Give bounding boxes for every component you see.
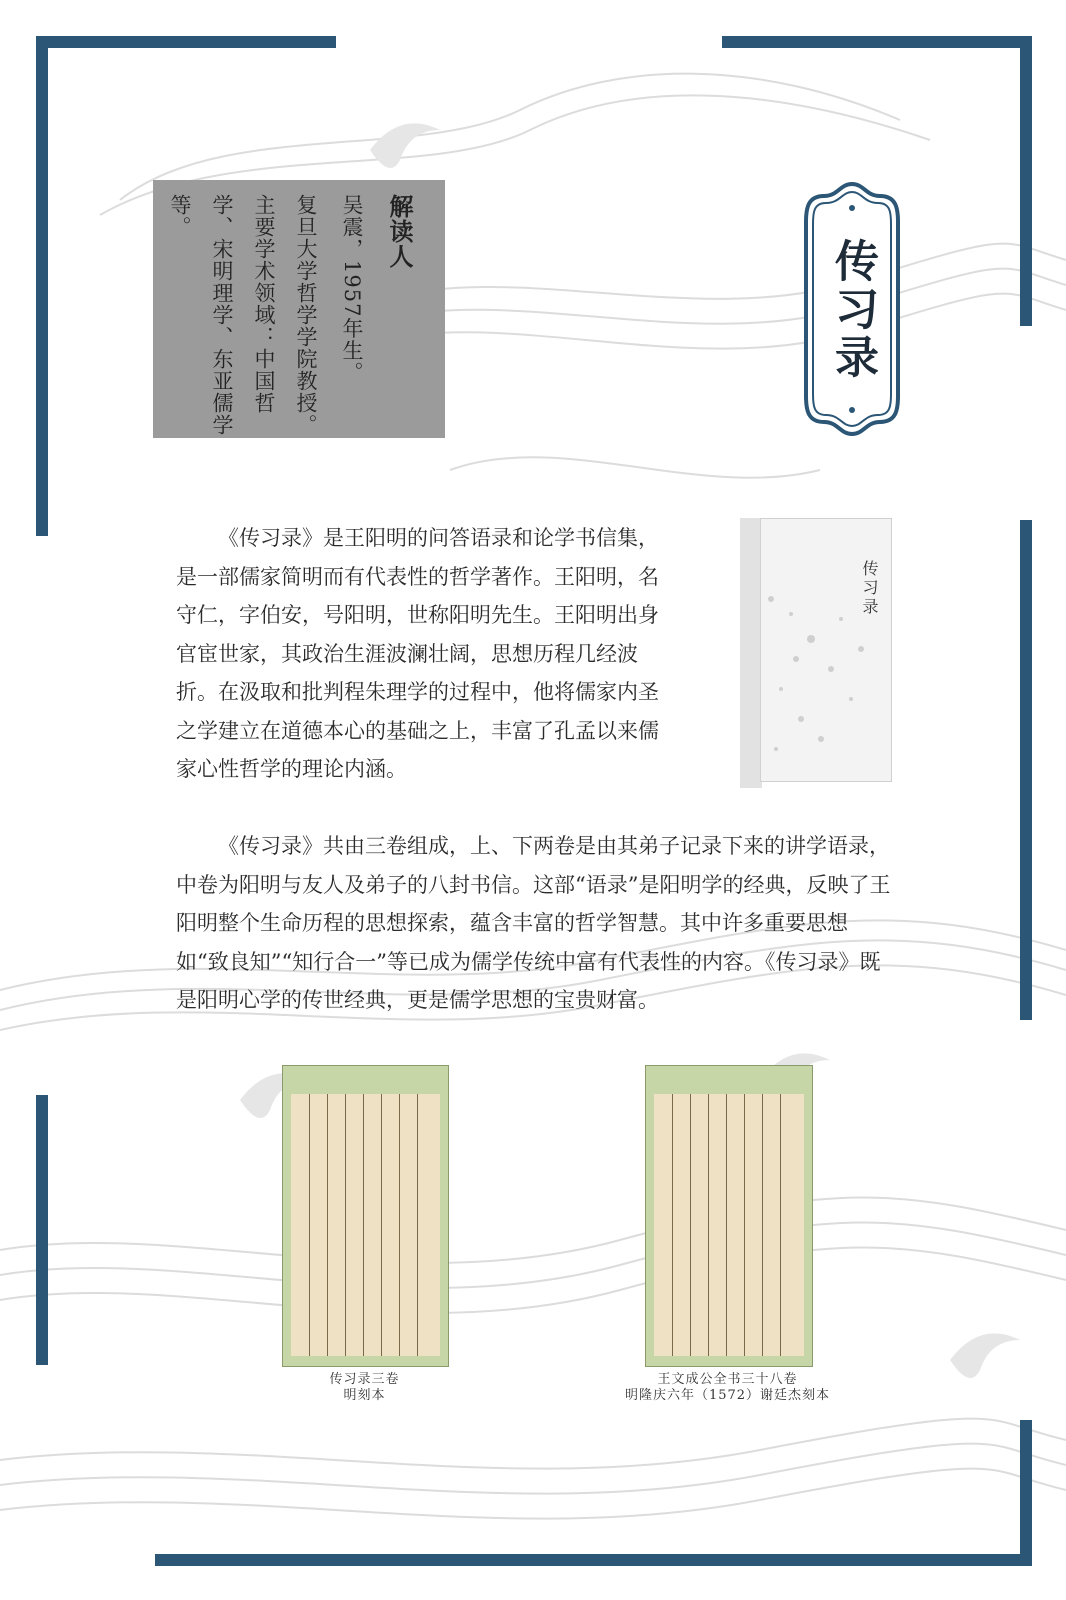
book-spine: [740, 518, 762, 788]
reader-info-box: [153, 180, 445, 438]
reader-line-1: 吴震，1957年生。: [340, 194, 364, 384]
frame-border-top-right: [722, 36, 1032, 48]
reader-line-5: 等。: [168, 194, 192, 238]
book-cover-texture: [761, 519, 891, 781]
intro-paragraph-text: 《传习录》是王阳明的问答语录和论学书信集，是一部儒家简明而有代表性的哲学著作。王阳明，名守仁，字伯安，号阳明，世称阳明先生。王阳明出身官宦世家，其政治生涯波澜壮阔，思想历程几经波折。在汲取和批判程朱理学的过程中，他将儒家内圣之学建立在道德本心的基础之上，丰富了孔孟以来儒家心性哲学的理论内涵。: [176, 526, 659, 781]
ancient-book-image-1: [282, 1065, 449, 1367]
frame-border-bottom: [155, 1554, 1032, 1566]
caption-1-line-1: 传习录三卷: [329, 1372, 400, 1387]
ancient-page-text-area: [654, 1094, 804, 1356]
ancient-book-image-2: [645, 1065, 813, 1367]
ancient-page-text-area: [291, 1094, 440, 1356]
caption-2-line-1: 王文成公全书三十八卷: [657, 1372, 798, 1387]
caption-2-line-2: 明隆庆六年（1572）谢廷杰刻本: [624, 1388, 831, 1403]
reader-heading: 解读人: [385, 194, 414, 269]
book-front: [760, 518, 892, 782]
reader-line-4: 学、宋明理学、东亚儒学: [210, 194, 234, 436]
intro-paragraph: [176, 519, 671, 789]
frame-border-top-left: [36, 36, 336, 48]
caption-1-line-2: 明刻本: [343, 1388, 386, 1403]
content-paragraph: [176, 827, 893, 1020]
book-cover-title: 传习录: [860, 560, 879, 617]
page-title: 传习录: [827, 238, 878, 382]
reader-line-3: 主要学术领域：中国哲: [252, 194, 276, 414]
frame-border-left: [36, 36, 48, 536]
frame-border-right-middle: [1020, 520, 1032, 1020]
image-caption-2: [590, 1372, 865, 1404]
frame-border-right: [1020, 36, 1032, 326]
reader-line-2: 复旦大学哲学学院教授。: [294, 194, 318, 436]
content-paragraph-text: 《传习录》共由三卷组成，上、下两卷是由其弟子记录下来的讲学语录，中卷为阳明与友人及弟子的八封书信。这部“语录”是阳明学的经典，反映了王阳明整个生命历程的思想探索，蕴含丰富的哲学智慧。其中许多重要思想如“致良知”“知行合一”等已成为儒学传统中富有代表性的内容。《传习录》既是阳明心学的传世经典，更是儒学思想的宝贵财富。: [176, 834, 891, 1012]
image-caption-1: [282, 1372, 447, 1404]
frame-border-left-lower: [36, 1095, 48, 1365]
frame-border-right-lower: [1020, 1420, 1032, 1566]
